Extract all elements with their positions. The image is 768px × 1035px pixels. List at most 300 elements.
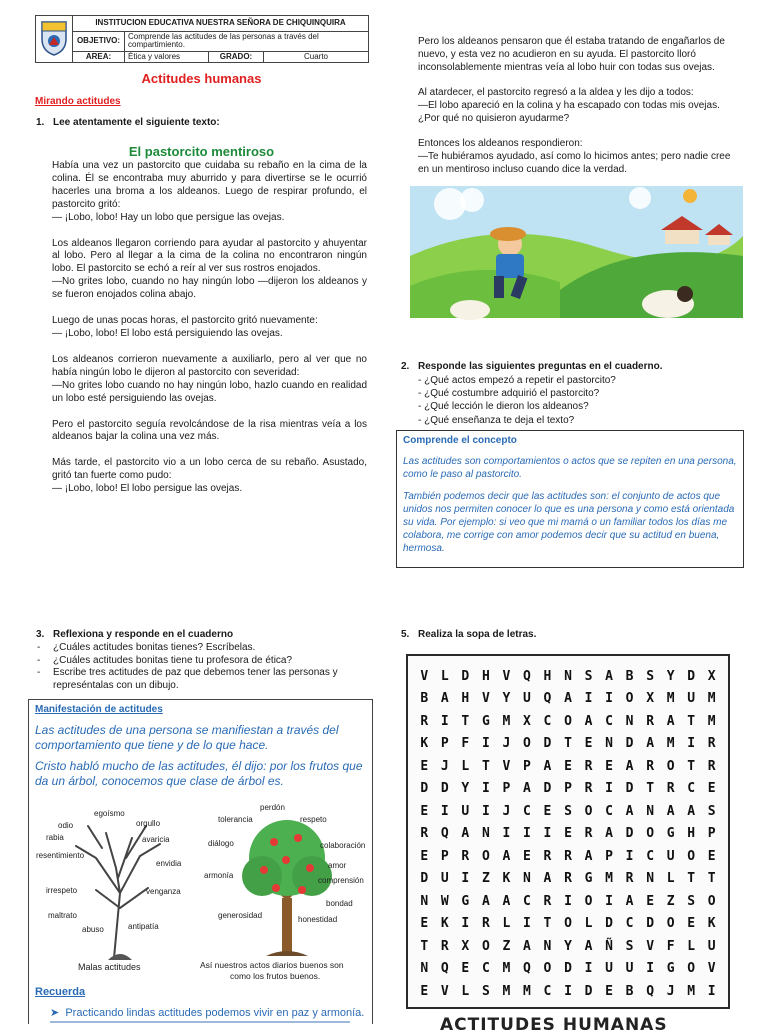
word-search-cell[interactable]: S xyxy=(646,668,655,684)
word-search-cell[interactable]: T xyxy=(420,938,429,954)
word-search-cell[interactable]: Q xyxy=(646,983,655,999)
word-search-cell[interactable]: R xyxy=(564,848,572,864)
word-search-cell[interactable]: J xyxy=(666,983,675,999)
word-search-cell[interactable]: D xyxy=(420,781,429,797)
word-search-cell[interactable]: R xyxy=(564,871,572,887)
word-search-cell[interactable]: E xyxy=(543,803,552,819)
list-item: - ¿Qué costumbre adquirió el pastorcito? xyxy=(418,388,600,400)
word-search-cell[interactable]: Y xyxy=(666,668,675,684)
cropped-text-line xyxy=(50,1019,350,1025)
word-search-footer xyxy=(406,1012,730,1035)
word-search-cell[interactable]: R xyxy=(461,848,470,864)
bad-word: orgullo xyxy=(136,819,161,828)
word-search-cell[interactable]: V xyxy=(481,691,490,707)
word-search-cell[interactable]: E xyxy=(461,961,470,977)
word-search-cell[interactable]: N xyxy=(646,803,655,819)
word-search-cell[interactable]: C xyxy=(523,803,531,819)
word-search-cell[interactable]: A xyxy=(543,758,552,774)
word-search-cell[interactable]: L xyxy=(666,871,675,887)
word-search-cell[interactable]: U xyxy=(666,848,675,864)
word-search-cell[interactable]: Q xyxy=(440,961,449,977)
word-search-cell[interactable]: E xyxy=(584,736,593,752)
word-search-cell[interactable]: U xyxy=(605,961,613,977)
question-3-list xyxy=(36,642,371,692)
word-search-cell[interactable]: I xyxy=(481,736,490,752)
word-search-cell[interactable]: P xyxy=(605,848,613,864)
word-search-cell[interactable]: D xyxy=(584,983,593,999)
word-search-cell[interactable]: P xyxy=(440,848,449,864)
word-search-cell[interactable]: S xyxy=(687,893,696,909)
word-search-cell[interactable]: G xyxy=(584,871,593,887)
good-word: respeto xyxy=(300,815,327,824)
concept-paragraph: También podemos decir que las actitudes son: el conjunto de actos que unidos nos permiten conocer lo que es una persona y como está orientada su vida. Por ejemplo: si veo que mi mamá o un familiar todos los días me colabora, me corrige con amor podemos decir que su actitud en buena, hermosa. xyxy=(403,491,735,554)
word-search-cell[interactable]: S xyxy=(584,668,593,684)
word-search-cell[interactable]: M xyxy=(502,713,511,729)
story-paragraph: Pero los aldeanos pensaron que él estaba tratando de engañarlos de nuevo, y esta vez no acudieron en su ayuda. El pastorcito lloró inconsolablemente mientras veía al lobo huir con todas sus ovejas. xyxy=(418,36,725,73)
word-search-cell[interactable]: X xyxy=(646,691,655,707)
word-search-cell[interactable]: A xyxy=(666,713,675,729)
word-search-cell[interactable]: M xyxy=(502,983,511,999)
bad-word: egoísmo xyxy=(94,809,125,818)
question-3-number: 3. xyxy=(36,629,45,640)
word-search-cell[interactable]: E xyxy=(646,893,655,909)
word-search-cell[interactable]: U xyxy=(687,691,696,707)
list-item: - ¿Cuáles actitudes bonitas tiene tu profesora de ética? xyxy=(36,655,371,668)
bad-word: rabia xyxy=(46,833,64,842)
word-search-cell[interactable]: K xyxy=(502,871,511,887)
word-search-cell[interactable]: L xyxy=(502,916,511,932)
word-search-cell[interactable]: O xyxy=(666,916,675,932)
word-search-cell[interactable]: X xyxy=(461,938,470,954)
word-search-cell[interactable]: N xyxy=(481,826,490,842)
word-search-cell[interactable]: R xyxy=(646,713,655,729)
word-search-cell[interactable]: K xyxy=(420,736,429,752)
bad-word: odio xyxy=(58,821,74,830)
word-search-cell[interactable]: I xyxy=(605,893,613,909)
word-search-cell[interactable]: T xyxy=(687,758,696,774)
word-search-cell[interactable]: M xyxy=(687,983,696,999)
word-search-cell[interactable]: A xyxy=(605,668,613,684)
word-search-cell[interactable]: L xyxy=(461,758,470,774)
word-search-cell[interactable]: O xyxy=(584,893,593,909)
word-search-cell[interactable]: I xyxy=(481,803,490,819)
word-search-cell[interactable]: U xyxy=(461,803,470,819)
word-search-cell[interactable]: N xyxy=(523,871,531,887)
word-search-cell[interactable]: A xyxy=(687,803,696,819)
word-search-cell[interactable]: P xyxy=(440,736,449,752)
objetivo-label: OBJETIVO: xyxy=(73,32,125,52)
word-search-row xyxy=(414,665,722,688)
story-continuation xyxy=(418,35,735,188)
word-search-cell[interactable]: I xyxy=(461,871,470,887)
word-search-cell[interactable]: O xyxy=(564,713,572,729)
objetivo-value: Comprende las actitudes de las personas a través del compartimiento. xyxy=(125,32,369,52)
word-search-cell[interactable]: C xyxy=(625,916,634,932)
word-search-cell[interactable]: O xyxy=(584,803,593,819)
word-search-cell[interactable]: A xyxy=(625,803,634,819)
word-search-cell[interactable]: U xyxy=(707,938,716,954)
good-caption: Así nuestros actos diarios buenos son xyxy=(200,960,344,970)
question-3 xyxy=(36,629,233,640)
word-search-cell[interactable]: R xyxy=(707,736,716,752)
word-search-cell[interactable]: R xyxy=(543,848,552,864)
word-search-cell[interactable]: E xyxy=(420,916,429,932)
word-search-cell[interactable]: E xyxy=(420,848,429,864)
word-search-cell[interactable]: A xyxy=(584,938,593,954)
word-search-cell[interactable]: E xyxy=(420,803,429,819)
word-search-cell[interactable]: N xyxy=(605,736,613,752)
word-search-cell[interactable]: J xyxy=(502,803,511,819)
institution-name: INSTITUCION EDUCATIVA NUESTRA SEÑORA DE CHIQUINQUIRA xyxy=(73,16,369,32)
word-search-cell[interactable]: G xyxy=(666,826,675,842)
bad-word: abuso xyxy=(82,925,104,934)
word-search-cell[interactable]: E xyxy=(605,983,613,999)
word-search-cell[interactable]: K xyxy=(440,916,449,932)
story-paragraph: Pero el pastorcito seguía revolcándose de la risa mientras veía a los aldeanos bajar la colina una vez más. xyxy=(52,418,367,443)
word-search-cell[interactable]: G xyxy=(461,893,470,909)
word-search-cell[interactable]: R xyxy=(584,758,593,774)
word-search-cell[interactable]: I xyxy=(440,713,449,729)
bad-caption: Malas actitudes xyxy=(78,962,141,972)
word-search-cell[interactable]: O xyxy=(646,826,655,842)
story-body xyxy=(52,160,367,509)
word-search-cell[interactable]: L xyxy=(440,668,449,684)
word-search-cell[interactable]: I xyxy=(564,983,572,999)
word-search-cell[interactable]: A xyxy=(481,893,490,909)
word-search-cell[interactable]: D xyxy=(543,736,552,752)
word-search-cell[interactable]: C xyxy=(646,848,655,864)
word-search-grid xyxy=(406,654,730,1009)
story-paragraph: Luego de unas pocas horas, el pastorcito gritó nuevamente: — ¡Lobo, lobo! El lobo está persiguiendo las ovejas. xyxy=(52,315,318,339)
word-search-cell[interactable]: M xyxy=(666,691,675,707)
word-search-cell[interactable]: P xyxy=(502,781,511,797)
word-search-cell[interactable]: I xyxy=(523,826,531,842)
good-word: generosidad xyxy=(218,911,263,920)
word-search-cell[interactable]: B xyxy=(625,983,634,999)
word-search-cell[interactable]: X xyxy=(707,668,716,684)
word-search-cell[interactable]: P xyxy=(523,758,531,774)
question-1-text: Lee atentamente el siguiente texto: xyxy=(53,117,220,128)
word-search-row xyxy=(414,688,722,711)
word-search-cell[interactable]: A xyxy=(666,803,675,819)
word-search-cell[interactable]: A xyxy=(523,781,531,797)
word-search-cell[interactable]: A xyxy=(543,871,552,887)
recuerda-bullet-text: Practicando lindas actitudes podemos vivir en paz y armonía. xyxy=(65,1007,365,1019)
word-search-row xyxy=(414,845,722,868)
word-search-cell[interactable]: S xyxy=(481,983,490,999)
word-search-cell[interactable]: Q xyxy=(523,668,531,684)
word-search-cell[interactable]: H xyxy=(461,691,470,707)
word-search-cell[interactable]: C xyxy=(605,713,613,729)
word-search-cell[interactable]: Ñ xyxy=(605,938,613,954)
word-search-cell[interactable]: I xyxy=(625,848,634,864)
word-search-cell[interactable]: Y xyxy=(461,781,470,797)
question-5-text: Realiza la sopa de letras. xyxy=(418,629,537,640)
word-search-cell[interactable]: F xyxy=(666,938,675,954)
word-search-cell[interactable]: O xyxy=(687,961,696,977)
word-search-cell[interactable]: V xyxy=(646,938,655,954)
word-search-cell[interactable]: H xyxy=(687,826,696,842)
question-1 xyxy=(36,117,220,128)
page-title: Actitudes humanas xyxy=(141,71,262,86)
word-search-cell[interactable]: V xyxy=(707,961,716,977)
question-2-list xyxy=(418,374,616,427)
word-search-cell[interactable]: M xyxy=(523,983,531,999)
word-search-cell[interactable]: A xyxy=(584,713,593,729)
word-search-cell[interactable]: S xyxy=(707,803,716,819)
school-crest xyxy=(36,16,73,63)
word-search-cell[interactable]: G xyxy=(666,961,675,977)
word-search-cell[interactable]: C xyxy=(687,781,696,797)
word-search-cell[interactable]: T xyxy=(687,871,696,887)
word-search-cell[interactable]: V xyxy=(420,668,429,684)
word-search-cell[interactable]: C xyxy=(481,961,490,977)
word-search-cell[interactable]: A xyxy=(625,758,634,774)
word-search-row xyxy=(414,823,722,846)
question-1-number: 1. xyxy=(36,117,45,128)
word-search-cell[interactable]: Q xyxy=(543,691,552,707)
good-word: perdón xyxy=(260,803,285,812)
bad-word: avaricia xyxy=(142,835,170,844)
word-search-cell[interactable]: S xyxy=(564,803,572,819)
word-search-cell[interactable]: M xyxy=(707,691,716,707)
word-search-cell[interactable]: Y xyxy=(564,938,572,954)
list-item: - ¿Qué actos empezó a repetir el pastorcito? xyxy=(418,375,616,386)
word-search-cell[interactable]: E xyxy=(523,848,531,864)
word-search-cell[interactable]: N xyxy=(543,938,552,954)
word-search-cell[interactable]: I xyxy=(584,691,593,707)
word-search-cell[interactable]: R xyxy=(707,758,716,774)
word-search-cell[interactable]: S xyxy=(625,938,634,954)
good-word: amor xyxy=(328,861,347,870)
word-search-cell[interactable]: A xyxy=(564,691,572,707)
bad-word: venganza xyxy=(146,887,181,896)
word-search-cell[interactable]: U xyxy=(523,691,531,707)
word-search-cell[interactable]: R xyxy=(584,781,593,797)
word-search-cell[interactable]: D xyxy=(543,781,552,797)
word-search-row xyxy=(414,755,722,778)
word-search-cell[interactable]: O xyxy=(564,916,572,932)
word-search-cell[interactable]: A xyxy=(461,826,470,842)
word-search-cell[interactable]: F xyxy=(461,736,470,752)
word-search-cell[interactable]: D xyxy=(625,736,634,752)
concept-heading: Comprende el concepto xyxy=(403,435,517,446)
word-search-cell[interactable]: M xyxy=(605,871,613,887)
word-search-cell[interactable]: L xyxy=(687,938,696,954)
manifestacion-heading: Manifestación de actitudes xyxy=(35,704,163,715)
good-word: honestidad xyxy=(298,915,338,924)
word-search-cell[interactable]: R xyxy=(420,826,429,842)
trees-illustration xyxy=(36,798,371,980)
word-search-cell[interactable]: I xyxy=(605,691,613,707)
word-search-cell[interactable]: T xyxy=(646,781,655,797)
word-search-cell[interactable]: D xyxy=(625,826,634,842)
word-search-cell[interactable]: E xyxy=(564,826,572,842)
word-search-cell[interactable]: J xyxy=(502,736,511,752)
word-search-cell[interactable]: V xyxy=(502,668,511,684)
word-search-cell[interactable]: E xyxy=(605,758,613,774)
word-search-cell[interactable]: O xyxy=(707,893,716,909)
word-search-cell[interactable]: O xyxy=(481,848,490,864)
word-search-cell[interactable]: A xyxy=(502,893,511,909)
word-search-cell[interactable]: R xyxy=(420,713,429,729)
good-caption: como los frutos buenos. xyxy=(230,971,321,981)
word-search-cell[interactable]: B xyxy=(625,668,634,684)
word-search-cell[interactable]: C xyxy=(523,893,531,909)
word-search-cell[interactable]: H xyxy=(543,668,552,684)
word-search-cell[interactable]: I xyxy=(584,961,593,977)
word-search-cell[interactable]: N xyxy=(420,893,429,909)
story-paragraph: Al atardecer, el pastorcito regresó a la aldea y les dijo a todos: —El lobo apareció en la colina y ha escapado con todas mis ovejas. ¿Por qué no quisieron ayudarme? xyxy=(418,87,720,124)
word-search-cell[interactable]: C xyxy=(543,713,552,729)
word-search-cell[interactable]: P xyxy=(564,781,572,797)
word-search-cell[interactable]: R xyxy=(440,938,449,954)
word-search-row xyxy=(414,800,722,823)
word-search-cell[interactable]: Q xyxy=(523,961,531,977)
word-search-cell[interactable]: I xyxy=(564,893,572,909)
word-search-cell[interactable]: O xyxy=(481,938,490,954)
word-search-cell[interactable]: I xyxy=(646,961,655,977)
concept-paragraph: Las actitudes son comportamientos o actos que se repiten en una persona, como le paso al pastorcito. xyxy=(403,456,737,480)
word-search-cell[interactable]: B xyxy=(420,691,429,707)
word-search-cell[interactable]: R xyxy=(584,826,593,842)
list-item: - ¿Qué lección le dieron los aldeanos? xyxy=(418,401,589,413)
word-search-cell[interactable]: I xyxy=(543,826,552,842)
word-search-cell[interactable]: G xyxy=(481,713,490,729)
word-search-cell[interactable]: O xyxy=(625,691,634,707)
word-search-cell[interactable]: N xyxy=(646,871,655,887)
word-search-cell[interactable]: J xyxy=(440,758,449,774)
word-search-cell[interactable]: N xyxy=(625,713,634,729)
word-search-row xyxy=(414,980,722,1003)
word-search-cell[interactable]: Q xyxy=(440,826,449,842)
word-search-cell[interactable]: I xyxy=(687,736,696,752)
word-search-cell[interactable]: T xyxy=(707,871,716,887)
word-search-cell[interactable]: D xyxy=(461,668,470,684)
word-search-cell[interactable]: Z xyxy=(481,871,490,887)
section-mirando-actitudes: Mirando actitudes xyxy=(35,96,121,107)
word-search-row xyxy=(414,890,722,913)
word-search-cell[interactable]: O xyxy=(523,736,531,752)
word-search-cell[interactable]: L xyxy=(461,983,470,999)
word-search-cell[interactable]: I xyxy=(707,983,716,999)
word-search-cell[interactable]: R xyxy=(625,871,634,887)
word-search-cell[interactable]: H xyxy=(481,668,490,684)
word-search-cell[interactable]: D xyxy=(605,916,613,932)
word-search-cell[interactable]: D xyxy=(646,916,655,932)
header-table xyxy=(35,15,369,63)
word-search-cell[interactable]: I xyxy=(605,781,613,797)
word-search-cell[interactable]: A xyxy=(440,691,449,707)
story-paragraph: Los aldeanos corrieron nuevamente a auxiliarlo, pero al ver que no había ningún lobo le dijeron al pastorcito con severidad: —No grites lobo cuando no hay ningún lobo, hazlo cuando en realidad un lobo esté persiguiendo las ovejas. xyxy=(52,353,367,404)
word-search-cell[interactable]: E xyxy=(687,916,696,932)
good-word: bondad xyxy=(326,899,353,908)
word-search-cell[interactable]: E xyxy=(420,983,429,999)
word-search-cell[interactable]: N xyxy=(564,668,572,684)
arrow-bullet-icon: ➤ xyxy=(50,1007,66,1019)
word-search-cell[interactable]: D xyxy=(440,781,449,797)
word-search-cell[interactable]: Z xyxy=(666,893,675,909)
word-search-cell[interactable]: I xyxy=(440,803,449,819)
shield-icon xyxy=(39,19,69,57)
word-search-cell[interactable]: E xyxy=(707,848,716,864)
word-search-cell[interactable]: E xyxy=(420,758,429,774)
word-search-cell[interactable]: A xyxy=(646,736,655,752)
word-search-cell[interactable]: U xyxy=(440,871,449,887)
word-search-cell[interactable]: A xyxy=(584,848,593,864)
question-3-text: Reflexiona y responde en el cuaderno xyxy=(53,629,234,640)
word-search-cell[interactable]: I xyxy=(481,781,490,797)
word-search-cell[interactable]: N xyxy=(420,961,429,977)
word-search-cell[interactable]: R xyxy=(666,781,675,797)
word-search-cell[interactable]: A xyxy=(502,848,511,864)
word-search-cell[interactable]: T xyxy=(543,916,552,932)
bad-word: envidia xyxy=(156,859,182,868)
word-search-cell[interactable]: I xyxy=(461,916,470,932)
word-search-cell[interactable]: D xyxy=(420,871,429,887)
word-search-cell[interactable]: X xyxy=(523,713,531,729)
word-search-cell[interactable]: D xyxy=(564,961,572,977)
word-search-cell[interactable]: W xyxy=(440,893,449,909)
word-search-cell[interactable]: Z xyxy=(502,938,511,954)
word-search-cell[interactable]: V xyxy=(440,983,449,999)
bad-word: resentimiento xyxy=(36,851,85,860)
word-search-cell[interactable]: P xyxy=(707,826,716,842)
word-search-cell[interactable]: D xyxy=(625,781,634,797)
word-search-cell[interactable]: V xyxy=(502,758,511,774)
word-search-cell[interactable]: M xyxy=(502,961,511,977)
good-tree xyxy=(242,820,332,956)
word-search-cell[interactable]: R xyxy=(481,916,490,932)
word-search-cell[interactable]: E xyxy=(564,758,572,774)
word-search-cell[interactable]: R xyxy=(543,893,552,909)
word-search-cell[interactable]: T xyxy=(481,758,490,774)
word-search-cell[interactable]: T xyxy=(687,713,696,729)
word-search-cell[interactable]: E xyxy=(707,781,716,797)
word-search-cell[interactable]: M xyxy=(707,713,716,729)
word-search-row xyxy=(414,733,722,756)
area-label: AREA: xyxy=(73,51,125,62)
word-search-cell[interactable]: C xyxy=(543,983,552,999)
word-search-cell[interactable]: M xyxy=(666,736,675,752)
concept-box xyxy=(396,430,744,568)
word-search-cell[interactable]: K xyxy=(707,916,716,932)
story-title: El pastorcito mentiroso xyxy=(128,144,275,159)
word-search-cell[interactable]: A xyxy=(605,826,613,842)
word-search-cell[interactable]: U xyxy=(625,961,634,977)
bad-word: irrespeto xyxy=(46,886,78,895)
word-search-cell[interactable]: C xyxy=(605,803,613,819)
word-search-cell[interactable]: O xyxy=(687,848,696,864)
word-search-row xyxy=(414,778,722,801)
recuerda-heading: Recuerda xyxy=(35,986,86,998)
word-search-cell[interactable]: A xyxy=(625,893,634,909)
word-search-cell[interactable]: R xyxy=(646,758,655,774)
word-search-cell[interactable]: O xyxy=(543,961,552,977)
word-search-cell[interactable]: O xyxy=(666,758,675,774)
word-search-cell[interactable]: I xyxy=(502,826,511,842)
word-search-cell[interactable]: Y xyxy=(502,691,511,707)
word-search-row xyxy=(414,935,722,958)
word-search-cell[interactable]: T xyxy=(564,736,572,752)
shepherd-boy-illustration xyxy=(410,186,743,318)
word-search-cell[interactable]: A xyxy=(523,938,531,954)
word-search-cell[interactable]: D xyxy=(687,668,696,684)
word-search-cell[interactable]: I xyxy=(523,916,531,932)
recuerda-bullet xyxy=(50,1006,364,1019)
word-search-cell[interactable]: L xyxy=(584,916,593,932)
word-search-cell[interactable]: T xyxy=(461,713,470,729)
